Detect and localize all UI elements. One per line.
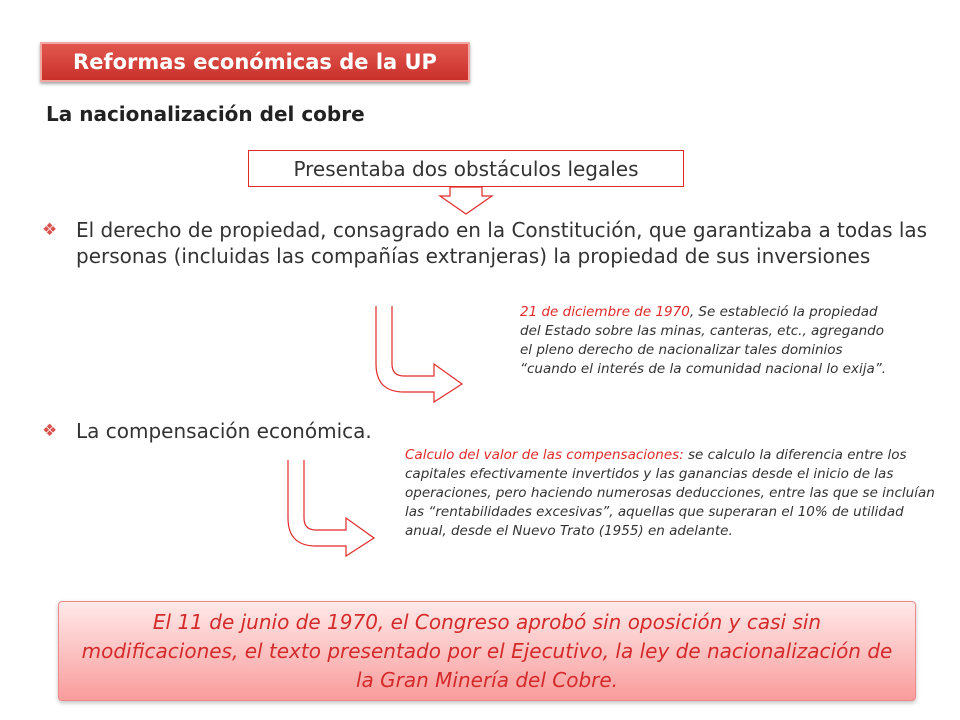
note-text: , Se estableció la propiedad del Estado sobre las minas, canteras, etc., agregando el pleno derecho de nacionalizar tales dominios “cuando el interés de la comunidad nacional lo exija”. [520, 304, 887, 377]
bent-arrow-icon [280, 460, 380, 560]
note-text: se calculo la diferencia entre los capitales efectivamente invertidos y las ganancias desde el inicio de las operaciones, pero haciendo numerosas deducciones, entre las que se incluían las “rentabilidades excesivas”, aquellas que superaran el 10% de utilidad anual, desde el Nuevo Trato (1955) en adelante. [405, 447, 935, 539]
subtitle: La nacionalización del cobre [46, 102, 365, 126]
bullet-text: La compensación económica. [76, 419, 372, 443]
bullet-item [42, 217, 946, 269]
title-banner [40, 42, 470, 82]
down-arrow-icon [436, 186, 496, 216]
bullet-text: El derecho de propiedad, consagrado en la Constitución, que garantizaba a todas las personas (incluidas las compañías extranjeras) la propiedad de sus inversiones [76, 218, 928, 268]
note-heading: Calculo del valor de las compensaciones: [405, 447, 684, 463]
conclusion-text: El 11 de junio de 1970, el Congreso aprobó sin oposición y casi sin modificaciones, el texto presentado por el Ejecutivo, la ley de nacionalización de la Gran Minería del Cobre. [81, 609, 893, 692]
obstacles-box: Presentaba dos obstáculos legales [248, 150, 684, 187]
conclusion-box [58, 601, 916, 701]
bullet-item [42, 418, 676, 444]
bent-arrow-icon [368, 306, 468, 406]
note-date: 21 de diciembre de 1970 [520, 304, 690, 320]
note-compensation [405, 446, 935, 541]
slide-title: Reformas económicas de la UP [73, 50, 437, 74]
diamond-bullet-icon: ❖ [42, 220, 58, 240]
diamond-bullet-icon: ❖ [42, 421, 58, 441]
note-constitutional-reform [520, 303, 900, 379]
